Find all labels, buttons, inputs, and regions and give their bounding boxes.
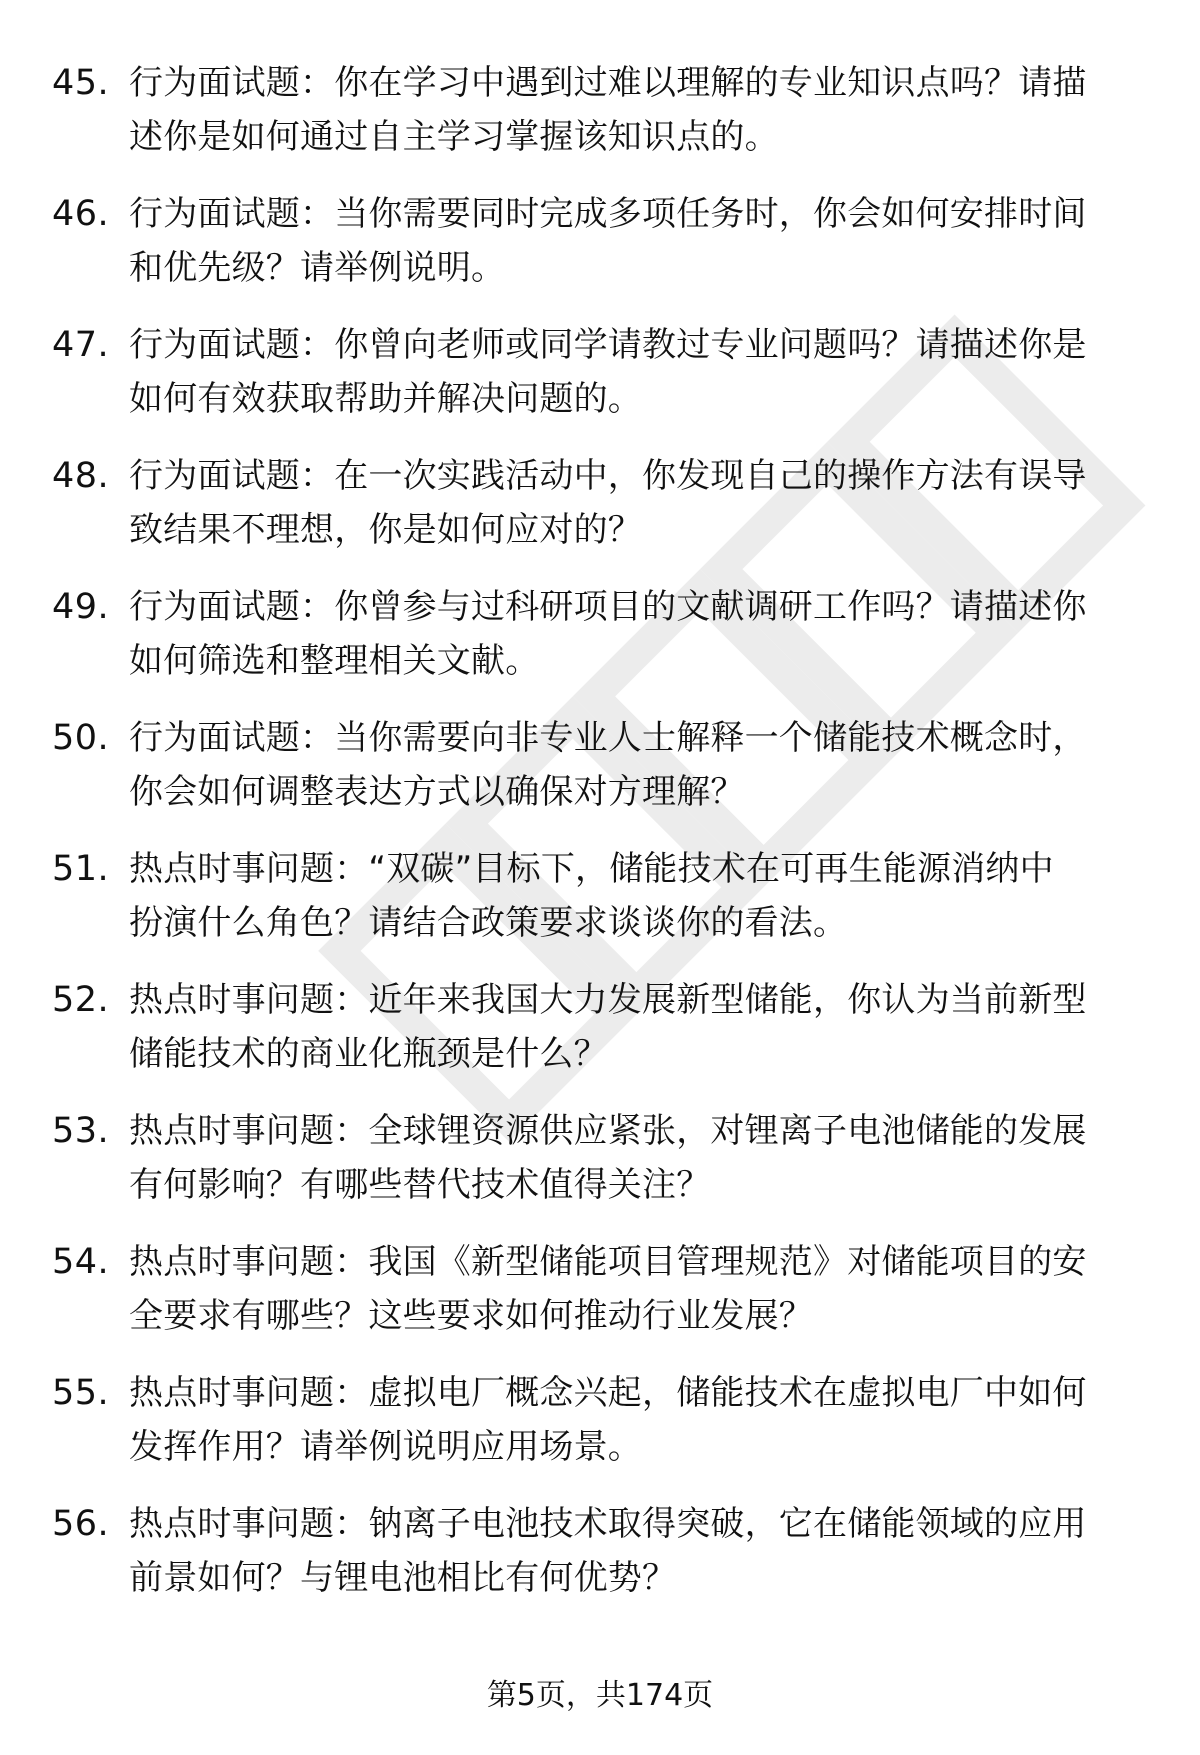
question-item	[0, 1497, 1200, 1628]
question-item	[0, 711, 1200, 842]
question-item	[0, 1366, 1200, 1497]
question-item	[0, 187, 1200, 318]
question-number: 46.	[52, 194, 110, 234]
question-text: 热点时事问题：近年来我国大力发展新型储能，你认为当前新型 储能技术的商业化瓶颈是什么？	[129, 980, 1087, 1074]
question-text: 行为面试题：当你需要同时完成多项任务时，你会如何安排时间 和优先级？请举例说明。	[129, 194, 1087, 288]
question-text: 热点时事问题：“双碳”目标下，储能技术在可再生能源消纳中 扮演什么角色？请结合政策要求谈谈你的看法。	[129, 849, 1054, 943]
question-text: 热点时事问题：我国《新型储能项目管理规范》对储能项目的安 全要求有哪些？这些要求如何推动行业发展？	[129, 1242, 1087, 1336]
question-text: 热点时事问题：全球锂资源供应紧张，对锂离子电池储能的发展 有何影响？有哪些替代技术值得关注？	[129, 1111, 1087, 1205]
question-item	[0, 318, 1200, 449]
question-number: 49.	[52, 587, 110, 627]
question-item	[0, 449, 1200, 580]
question-number: 53.	[52, 1111, 110, 1151]
question-number: 47.	[52, 325, 110, 365]
question-number: 52.	[52, 980, 110, 1020]
question-text: 行为面试题：当你需要向非专业人士解释一个储能技术概念时， 你会如何调整表达方式以确保对方理解？	[129, 718, 1087, 812]
question-number: 51.	[52, 849, 110, 889]
question-number: 54.	[52, 1242, 110, 1282]
question-number: 48.	[52, 456, 110, 496]
question-number: 45.	[52, 63, 110, 103]
question-text: 行为面试题：在一次实践活动中，你发现自己的操作方法有误导 致结果不理想，你是如何应对的？	[129, 456, 1087, 550]
question-item	[0, 1235, 1200, 1366]
page-footer: 第5页，共174页	[486, 1678, 714, 1713]
question-number: 50.	[52, 718, 110, 758]
question-item	[0, 842, 1200, 973]
question-text: 行为面试题：你在学习中遇到过难以理解的专业知识点吗？请描 述你是如何通过自主学习掌握该知识点的。	[129, 63, 1087, 157]
question-text: 热点时事问题：钠离子电池技术取得突破，它在储能领域的应用 前景如何？与锂电池相比有何优势？	[129, 1504, 1087, 1598]
question-number: 55.	[52, 1373, 110, 1413]
question-number: 56.	[52, 1504, 110, 1544]
question-item	[0, 56, 1200, 187]
question-item	[0, 973, 1200, 1104]
question-text: 行为面试题：你曾向老师或同学请教过专业问题吗？请描述你是 如何有效获取帮助并解决问题的。	[129, 325, 1087, 419]
question-text: 行为面试题：你曾参与过科研项目的文献调研工作吗？请描述你 如何筛选和整理相关文献。	[129, 587, 1087, 681]
question-item	[0, 580, 1200, 711]
question-item	[0, 1104, 1200, 1235]
question-text: 热点时事问题：虚拟电厂概念兴起，储能技术在虚拟电厂中如何 发挥作用？请举例说明应用场景。	[129, 1373, 1087, 1467]
question-list	[0, 56, 1200, 1628]
